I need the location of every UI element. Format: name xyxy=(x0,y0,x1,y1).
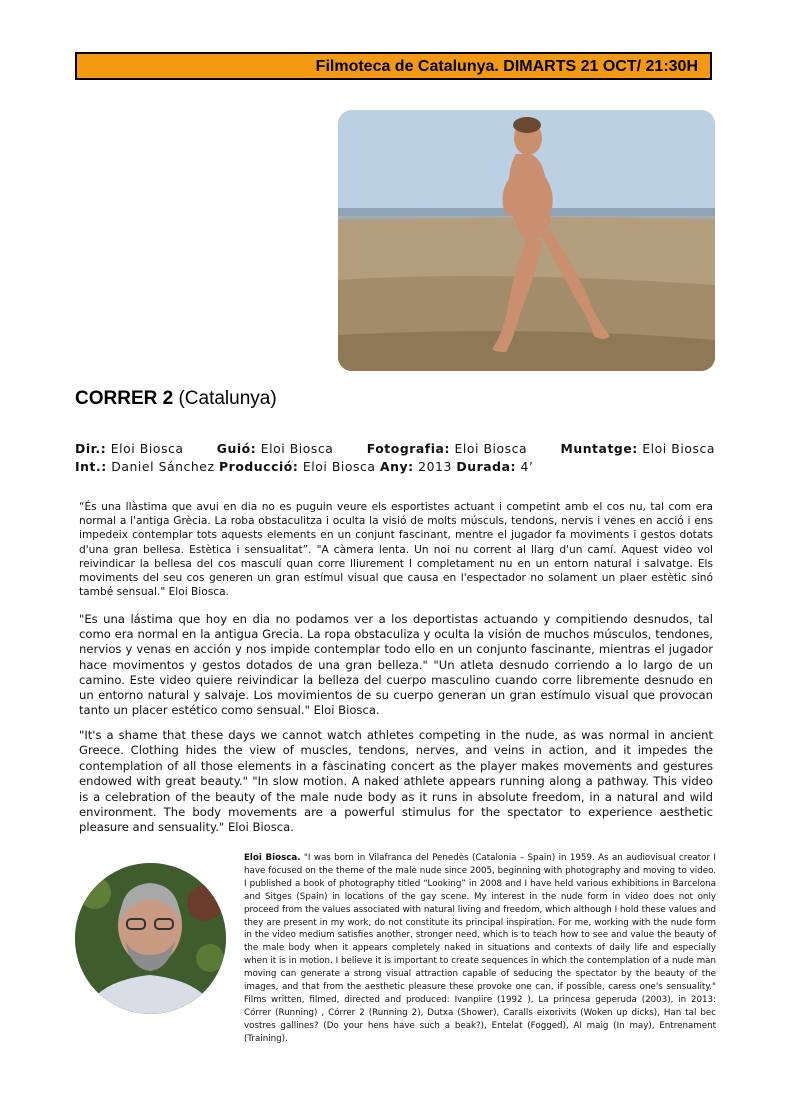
credit-value-produccio: Eloi Biosca xyxy=(302,459,376,474)
film-credits xyxy=(75,440,715,476)
synopsis-catalan: “És una llàstima que avui en dia no es puguin veure els esportistes actuant i competint amb el cos nu, tal com era normal a l'antiga Grècia. La roba obstaculitza i oculta la visió de molts músculs, tendons, nervis i venes en acció i ens impedeix contemplar tots aquests elements en un conjunt fascinant, mentre el jugador fa moviments i gestos dotats d'una gran bellesa. Estètica i sensualitat”. "A càmera lenta. Un noi nu corrent al llarg d'un camí. Aquest video vol reivindicar la bellesa del cos masculí quan corre lliurement I completament nu en un entorn natural i salvatge. Els moviments del seu cos generen un gran estímul visual que causa en l'espectador no solament un plaer estètic sinó també sensual." Eloi Biosca. xyxy=(79,501,713,599)
film-title-name: CORRER 2 xyxy=(75,388,174,409)
film-still-photo xyxy=(338,110,715,371)
synopsis-english: "It's a shame that these days we cannot watch athletes competing in the nude, as was normal in ancient Greece. Clothing hides the view of muscles, tendons, nerves, and veins in action, and it impedes the contemplation of all those elements in a fascinating concert as the player makes movements and gestures endowed with great beauty." "In slow motion. A naked athlete appears running along a pathway. This video is a celebration of the beauty of the male nude body as it runs in absolute freedom, in a natural and wild environment. The body movements are a powerful stimulus for the spectator to experience aesthetic pleasure and sensuality." Eloi Biosca. xyxy=(79,728,713,835)
credit-label-guio: Guió: xyxy=(216,441,257,456)
credit-value-durada: 4’ xyxy=(520,459,534,474)
bio-text: "I was born in Vilafranca del Penedès (Catalonia – Spain) in 1959. As an audiovisual creator I have focused on the theme of the male nude since 2005, beginning with photography and moving to video. I published a book of photography titled “Looking” in 2008 and I have held various exhibitions in Barcelona and Sitges (Spain) in locations of the gay scene. My interest in the nude form in video does not only proceed from the values associated with natural living and freedom, which although I hold these values and they are present in my work, do not constitute its principal inspiration. For me, working with the nude form in the video medium satisfies another, stronger need, which is to teach how to see and value the beauty of the male body when it appears completely naked in situations and contexts of daily life and especially when it is in motion. I believe it is important to create sequences in which the contemplation of a nude man moving can generate a strong visual attraction capable of seducing the spectator by the beauty of the images, and that from the aesthetic pleasure these provoke one can, if possible, caress one's sensuality." Films written, filmed, directed and produced: Ivanpiire (1992 ), La princesa geperuda (2003), in 2013: Córrer (Running) , Córrer 2 (Running 2), Dutxa (Shower), Caralls eixorivits (Woken up dicks), Han tal bec vostres gallines? (Do your hens have such a beak?), Entelat (Fogged), Al maig (In may), Entrenament (Training). xyxy=(244,853,716,1044)
film-title-region: (Catalunya) xyxy=(178,388,277,409)
bio-name: Eloi Biosca. xyxy=(244,853,301,863)
credit-label-durada: Durada: xyxy=(456,459,517,474)
credit-value-dir: Eloi Biosca xyxy=(110,441,184,456)
credit-label-int: Int.: xyxy=(75,459,107,474)
credit-value-any: 2013 xyxy=(418,459,452,474)
credit-value-foto: Eloi Biosca xyxy=(454,441,528,456)
credit-label-produccio: Producció: xyxy=(219,459,299,474)
synopsis-spanish: "Es una lástima que hoy en dia no podamos ver a los deportistas actuando y compitiendo desnudos, tal como era normal en la antigua Grecia. La ropa obstaculiza y oculta la visión de muchos músculos, tendones, nervios y venas en acción y nos impide contemplar todo ello en un conjunto fascinante, mientras el jugador hace movimentos y gestos dotados de una gran belleza." "Un atleta desnudo corriendo a lo largo de un camino. Este video quiere reivindicar la belleza del cuerpo masculino cuando corre libremente desnudo en un entorno natural y salvaje. Los movimientos de su cuerpo generan un gran estímulo visual que provocan tanto un placer estético como sensual." Eloi Biosca. xyxy=(79,612,713,718)
director-portrait xyxy=(75,863,226,1014)
credits-line-1 xyxy=(75,440,715,458)
director-portrait-image xyxy=(75,863,226,1014)
screening-banner xyxy=(75,52,712,80)
credit-label-dir: Dir.: xyxy=(75,441,107,456)
credit-value-muntatge: Eloi Biosca xyxy=(642,441,715,456)
director-biography xyxy=(244,852,716,1046)
credit-label-muntatge: Muntatge: xyxy=(560,441,638,456)
credit-value-int: Daniel Sánchez xyxy=(111,459,215,474)
credits-line-2 xyxy=(75,458,715,476)
runner-on-beach-image xyxy=(338,110,715,371)
credit-value-guio: Eloi Biosca xyxy=(260,441,334,456)
screening-info: Filmoteca de Catalunya. DIMARTS 21 OCT/ 21:30H xyxy=(315,58,698,75)
credit-label-any: Any: xyxy=(380,459,414,474)
film-title xyxy=(75,388,277,410)
credit-label-foto: Fotografia: xyxy=(366,441,450,456)
